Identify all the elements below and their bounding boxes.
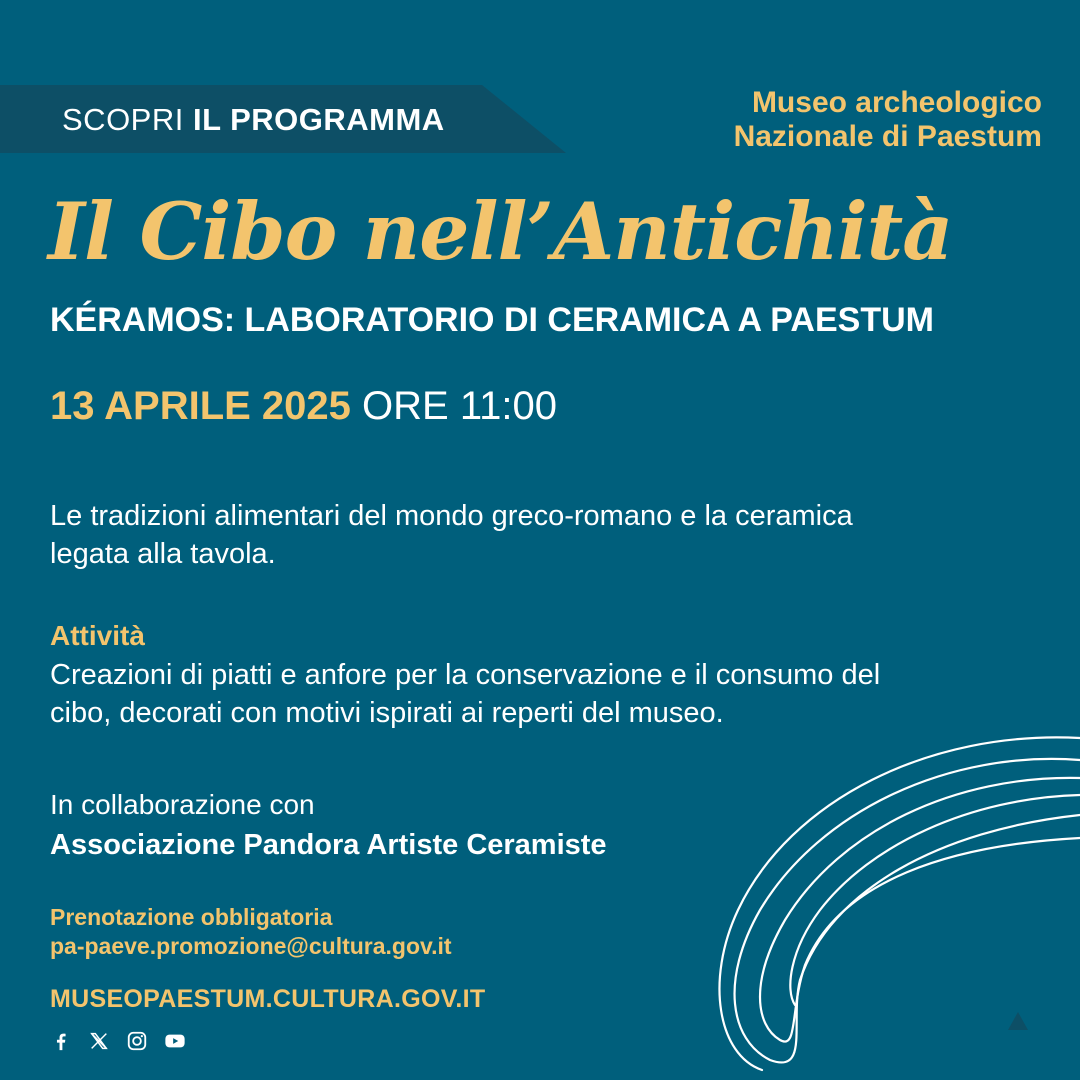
website-link[interactable]: MUSEOPAESTUM.CULTURA.GOV.IT (50, 985, 486, 1013)
banner-prefix: SCOPRI (62, 102, 184, 137)
social-links (48, 1027, 188, 1055)
event-description (50, 497, 1060, 573)
museum-name (734, 86, 1042, 154)
x-icon[interactable] (86, 1028, 112, 1054)
description-line1: Le tradizioni alimentari del mondo greco-romano e la ceramica (50, 500, 853, 532)
event-datetime (50, 383, 557, 429)
booking-label: Prenotazione obbligatoria (50, 904, 333, 930)
museum-name-line1: Museo archeologico (751, 86, 1042, 119)
youtube-icon[interactable] (162, 1028, 188, 1054)
discover-program-link[interactable] (62, 100, 445, 140)
activity-line2: cibo, decorati con motivi ispirati ai reperti del museo. (50, 697, 724, 729)
museum-name-line2: Nazionale di Paestum (733, 120, 1042, 153)
banner-emphasis: IL PROGRAMMA (192, 102, 445, 137)
description-line2: legata alla tavola. (50, 538, 276, 570)
event-subtitle: KÉRAMOS: LABORATORIO DI CERAMICA A PAESTUM (50, 301, 934, 339)
up-triangle-icon (1006, 1010, 1030, 1032)
facebook-icon[interactable] (48, 1028, 74, 1054)
instagram-icon[interactable] (124, 1028, 150, 1054)
booking-info (50, 903, 452, 961)
collaboration-label: In collaborazione con (50, 789, 315, 820)
collaboration-partner: Associazione Pandora Artiste Ceramiste (50, 829, 607, 861)
event-date: 13 APRILE 2025 (50, 384, 351, 428)
event-time: ORE 11:00 (362, 384, 557, 428)
activity-line1: Creazioni di piatti e anfore per la conservazione e il consumo del (50, 659, 881, 691)
booking-email-link[interactable]: pa-paeve.promozione@cultura.gov.it (50, 933, 452, 959)
activity-heading: Attività (50, 620, 145, 651)
event-title: Il Cibo nell’Antichità (48, 185, 953, 278)
